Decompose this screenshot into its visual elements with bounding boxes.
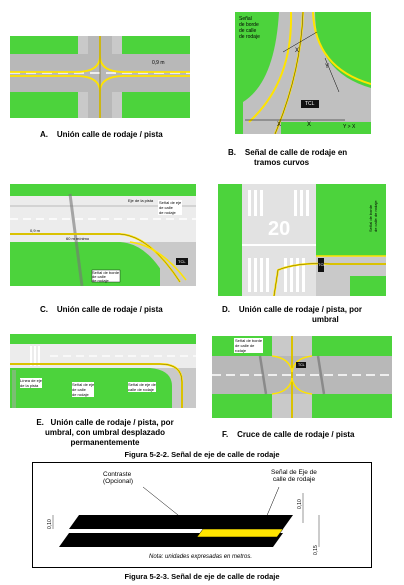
panel-d <box>218 184 386 296</box>
panel-e-label3-line: calle de rodaje <box>128 387 155 392</box>
panel-a-drawing <box>10 36 190 118</box>
panel-f-callout-line: Señal de borde <box>235 338 263 343</box>
detail-contrast-line: (Opcional) <box>103 478 133 485</box>
panel-d-tcl: TCL <box>318 262 326 267</box>
panel-c-label-axis: Eje de la pista <box>128 198 154 203</box>
detail-dim-top: 0,10 <box>297 499 303 509</box>
panel-c-tcl: TCL <box>178 259 186 264</box>
panel-c-caption <box>40 305 163 315</box>
panel-d-callout-line: de calle de rodaje <box>373 200 378 232</box>
panel-b-x-label: X <box>295 48 300 54</box>
panel-b-rule: Y > X <box>343 124 356 130</box>
panel-e-text1: Unión calle de rodaje / pista, por <box>50 418 174 427</box>
panel-b-x-label-bottom: X <box>277 122 282 128</box>
panel-e-letter: E. <box>36 418 44 427</box>
panel-c-label-taxi-axis <box>158 200 182 215</box>
panel-b-callout-line: de calle <box>239 28 257 34</box>
panel-f-callout-line: de calle de <box>235 343 255 348</box>
panel-d-drawing <box>218 184 386 296</box>
panel-f-caption <box>222 430 355 440</box>
figure-522-title: Figura 5-2-2. Señal de eje de calle de rodaje <box>124 450 280 459</box>
panel-a-text: Unión calle de rodaje / pista <box>56 130 163 139</box>
panel-c-label-edge <box>92 271 119 283</box>
panel-b-callout <box>239 16 260 40</box>
panel-b-x-label-bottom2: X <box>307 122 312 128</box>
panel-c-label-line: de calle <box>159 205 173 210</box>
panel-f-callout <box>234 338 263 353</box>
panel-c-label-line: Señal de eje <box>159 200 182 205</box>
panel-a-dim-label: 0,9 m <box>152 60 165 66</box>
panel-e-label2-line: Señal de eje <box>72 382 95 387</box>
panel-e-drawing <box>10 334 196 408</box>
panel-e-text2: umbral, con umbral desplazado <box>44 428 166 437</box>
panel-d-text2: umbral <box>312 315 339 324</box>
panel-c-text: Unión calle de rodaje / pista <box>56 305 163 314</box>
detail-drawing <box>33 463 371 567</box>
panel-b-text2: tramos curvos <box>254 158 310 167</box>
panel-a <box>10 36 190 118</box>
detail-dim-left: 0,10 <box>47 519 53 529</box>
detail-drawing-frame <box>32 462 372 568</box>
panel-c-edge-line: Señal de borde <box>92 270 120 275</box>
panel-e-caption <box>30 418 180 448</box>
detail-dim-right: 0,15 <box>313 545 319 555</box>
detail-contrast-line: Contraste <box>103 471 132 478</box>
panel-a-caption <box>40 130 163 140</box>
detail-contrast-label <box>103 471 133 485</box>
panel-c-label-line: de rodaje <box>159 210 176 215</box>
panel-c-dim1: 0,9 m <box>30 228 41 233</box>
panel-d-callout-line: Señal de borde <box>368 204 373 232</box>
panel-e-label3-line: Señal de eje de <box>128 382 156 387</box>
panel-e-label1-line: Línea de eje <box>20 378 43 383</box>
panel-f <box>212 336 392 418</box>
panel-f-letter: F. <box>222 430 229 439</box>
panel-e <box>10 334 196 408</box>
panel-f-callout-line: rodaje <box>235 348 247 353</box>
panel-b-tcl: TCL <box>305 101 315 107</box>
panel-c-dim2: 60 m mínimo <box>66 236 90 241</box>
panel-b <box>235 12 371 134</box>
panel-b-callout-line: Señal <box>239 16 252 22</box>
panel-b-callout-line: de rodaje <box>239 34 260 40</box>
detail-axis-line: calle de rodaje <box>272 476 316 483</box>
panel-d-letter: D. <box>222 305 230 314</box>
panel-b-text1: Señal de calle de rodaje en <box>244 148 348 157</box>
panel-e-label2-line: de rodaje <box>72 392 89 397</box>
panel-c <box>10 184 196 286</box>
panel-f-text: Cruce de calle de rodaje / pista <box>237 430 355 439</box>
panel-c-edge-line: de calle <box>92 274 106 279</box>
panel-e-label3 <box>128 382 156 392</box>
panel-d-caption <box>222 305 362 325</box>
panel-b-caption <box>228 148 347 168</box>
panel-e-label2-line: de calle <box>72 387 86 392</box>
panel-e-text3: permanentemente <box>70 438 140 447</box>
panel-a-letter: A. <box>40 130 48 139</box>
panel-d-runway-number: 20 <box>268 218 291 240</box>
panel-e-label1 <box>20 378 42 388</box>
detail-note: Nota: unidades expresadas en metros. <box>149 554 253 560</box>
panel-d-callout <box>368 200 378 232</box>
panel-b-callout-line: de borde <box>239 22 259 28</box>
panel-c-letter: C. <box>40 305 48 314</box>
panel-c-edge-line: de rodaje <box>92 278 109 283</box>
panel-f-tcl: TCL <box>298 363 305 367</box>
panel-b-letter: B. <box>228 148 236 157</box>
panel-e-label1-line: de la pista <box>20 383 39 388</box>
detail-axis-label <box>271 469 317 483</box>
detail-axis-line: Señal de Eje de <box>271 469 317 476</box>
panel-e-label2 <box>72 382 94 397</box>
figure-523-title: Figura 5-2-3. Señal de eje de calle de rodaje <box>124 572 280 581</box>
panel-b-y-label: Y <box>325 64 330 70</box>
panel-d-text1: Unión calle de rodaje / pista, por <box>238 305 363 314</box>
